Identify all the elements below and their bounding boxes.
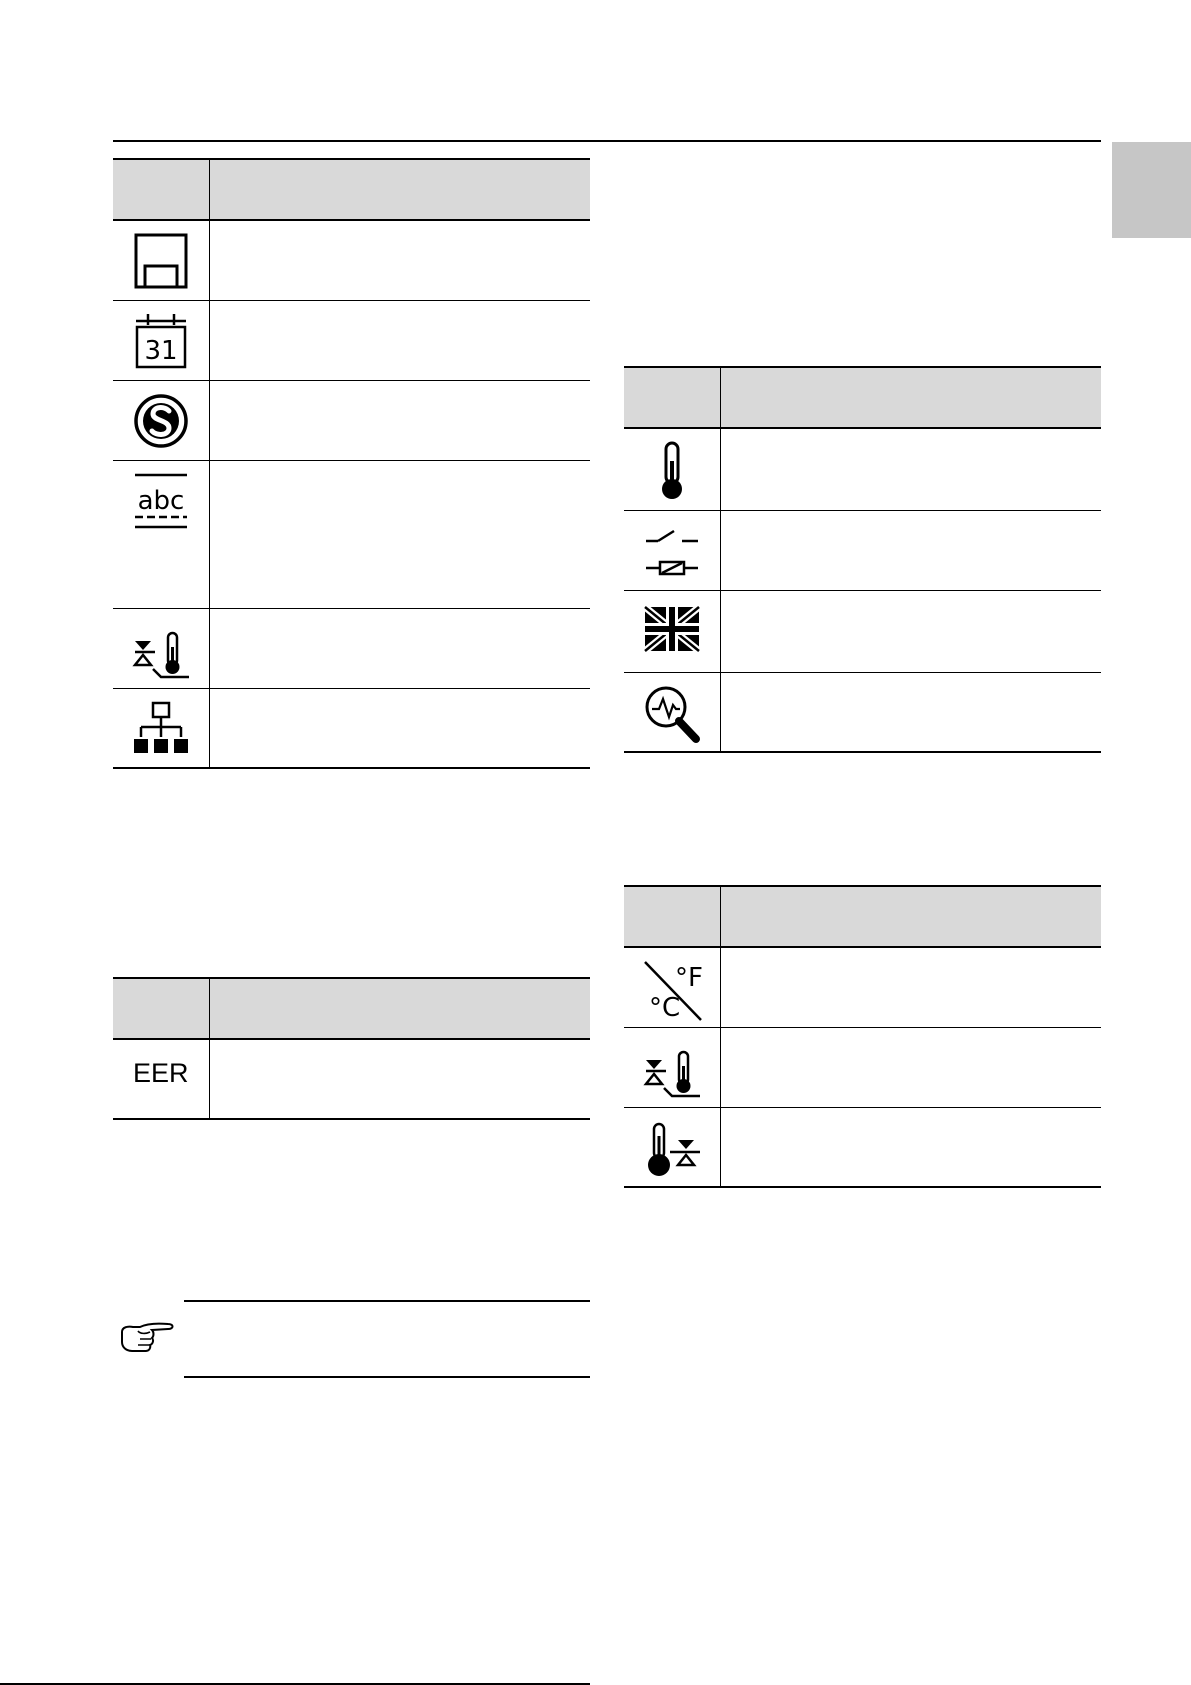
table-row bbox=[113, 380, 590, 460]
table-row bbox=[624, 672, 1101, 752]
svg-text:abc: abc bbox=[137, 485, 185, 516]
setpoint-thermometer-icon bbox=[131, 619, 191, 679]
icon-table-2 bbox=[113, 977, 590, 1120]
chapter-tab bbox=[1112, 142, 1191, 238]
table-header bbox=[624, 886, 1101, 947]
table-row bbox=[624, 947, 1101, 1027]
diagnostics-magnifier-icon bbox=[642, 683, 702, 745]
table-header bbox=[624, 367, 1101, 428]
thermometer-setpoint-icon bbox=[642, 1118, 702, 1180]
table-header bbox=[113, 978, 590, 1039]
pointing-hand-icon bbox=[116, 1318, 178, 1354]
table-row bbox=[113, 220, 590, 300]
note-bottom-rule bbox=[184, 1376, 590, 1378]
note-top-rule bbox=[184, 1300, 590, 1302]
calendar-icon bbox=[131, 311, 191, 371]
table-row bbox=[624, 428, 1101, 510]
uk-flag-icon bbox=[642, 601, 702, 661]
celsius-fahrenheit-icon bbox=[639, 958, 705, 1022]
icon-table-4 bbox=[624, 885, 1101, 1188]
svg-text:°C: °C bbox=[648, 993, 680, 1022]
icon-table-3 bbox=[624, 366, 1101, 753]
relay-resistor-icon bbox=[642, 521, 702, 581]
thermometer-icon bbox=[642, 439, 702, 501]
svg-text:31: 31 bbox=[144, 335, 178, 366]
text-abc-icon bbox=[131, 471, 191, 531]
network-hierarchy-icon bbox=[131, 699, 191, 759]
svg-text:°F: °F bbox=[674, 963, 703, 993]
table-row bbox=[624, 590, 1101, 672]
save-icon bbox=[131, 231, 191, 291]
table-row bbox=[113, 688, 590, 768]
dollar-icon bbox=[131, 391, 191, 451]
table-header bbox=[113, 159, 590, 220]
table-row bbox=[113, 460, 590, 608]
table-row bbox=[113, 608, 590, 688]
icon-table-1 bbox=[113, 158, 590, 769]
eer-label: EER bbox=[132, 1058, 189, 1088]
table-row bbox=[624, 1107, 1101, 1187]
header-rule bbox=[113, 140, 1101, 142]
table-row bbox=[113, 300, 590, 380]
table-row bbox=[113, 1039, 590, 1119]
table-row bbox=[624, 510, 1101, 590]
setpoint-thermometer-icon bbox=[642, 1038, 702, 1098]
table-row bbox=[624, 1027, 1101, 1107]
